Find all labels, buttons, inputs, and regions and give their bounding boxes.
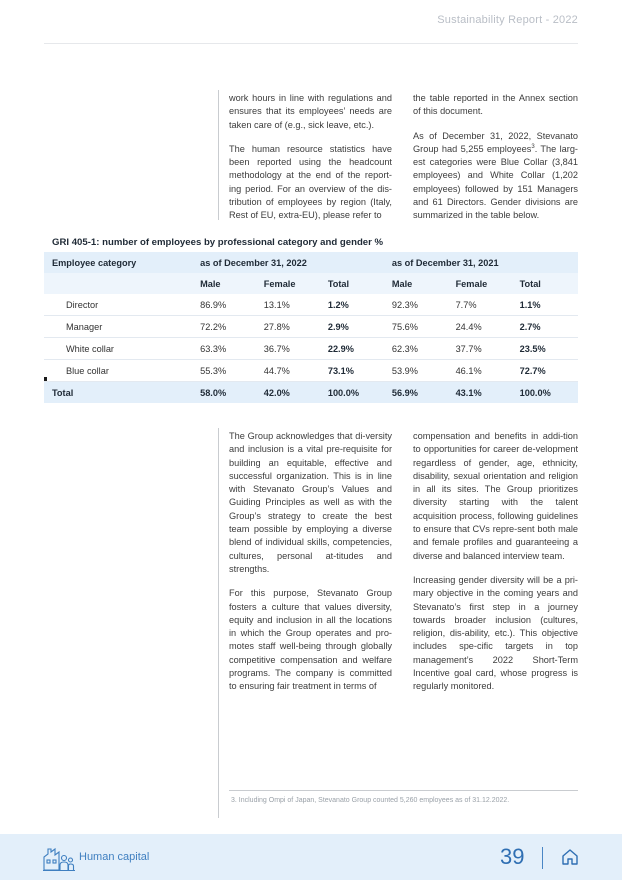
footnote: 3. Including Ompi of Japan, Stevanato Group counted 5,260 employees as of 31.12.2022. bbox=[231, 797, 510, 804]
table-row bbox=[44, 316, 578, 338]
page-number: 39 bbox=[500, 844, 525, 869]
cell: 92.3% bbox=[392, 294, 456, 316]
cell: 44.7% bbox=[264, 360, 328, 382]
cell: 62.3% bbox=[392, 338, 456, 360]
paragraph: The Group acknowledges that di-versity and inclusion is a vital pre-requisite for building an equitable, effective and successful organization. This is in line with Stevanato Group’s Values and Guiding Principles as well as with the Group’s strategy to create the best team possible by employing a diverse blend of individual skills, competencies, cultures, personal at-titudes and strengths. bbox=[229, 431, 392, 574]
col-header-2022: as of December 31, 2022 bbox=[200, 252, 392, 273]
text-column-right-bottom bbox=[413, 430, 578, 705]
row-label-total: Total bbox=[44, 382, 200, 404]
row-label: Manager bbox=[44, 316, 200, 338]
cell: 53.9% bbox=[392, 360, 456, 382]
cell-total: 2.9% bbox=[328, 316, 392, 338]
cell: 100.0% bbox=[520, 382, 578, 404]
cell: 36.7% bbox=[264, 338, 328, 360]
cell-total: 2.7% bbox=[520, 316, 578, 338]
table-header-row bbox=[44, 252, 578, 273]
paragraph: work hours in line with regulations and ensures that its employees’ needs are taken care of (e.g., sick leave, etc.). bbox=[229, 93, 392, 130]
cell: 75.6% bbox=[392, 316, 456, 338]
table-title: GRI 405-1: number of employees by professional category and gender % bbox=[52, 237, 384, 248]
table-row bbox=[44, 360, 578, 382]
cell-total: 72.7% bbox=[520, 360, 578, 382]
col-header-male-2022: Male bbox=[200, 273, 264, 294]
column-rule-top bbox=[218, 90, 219, 220]
text-column-left-bottom bbox=[229, 430, 392, 705]
cell-total: 73.1% bbox=[328, 360, 392, 382]
col-header-male-2021: Male bbox=[392, 273, 456, 294]
cell: 72.2% bbox=[200, 316, 264, 338]
cell: 63.3% bbox=[200, 338, 264, 360]
col-header-category: Employee category bbox=[44, 252, 200, 273]
footer-section-link[interactable]: Human capital bbox=[79, 851, 150, 863]
col-header-total-2022: Total bbox=[328, 273, 392, 294]
table-total-row bbox=[44, 382, 578, 404]
footnote-ref[interactable]: 3 bbox=[531, 143, 535, 150]
table-row bbox=[44, 338, 578, 360]
row-label: Director bbox=[44, 294, 200, 316]
table-row bbox=[44, 294, 578, 316]
cell: 24.4% bbox=[456, 316, 520, 338]
row-label: White collar bbox=[44, 338, 200, 360]
paragraph: Increasing gender diversity will be a pri-mary objective in the coming years and Stevanato’s first step in a journey towards broader inclusion (cultures, religion, dis-ability, etc.). This objective includes spe-cific targets in top management’s 2022 Short-Term Incentive goal card, whose progress is regularly monitored. bbox=[413, 574, 578, 692]
cell: 42.0% bbox=[264, 382, 328, 404]
employee-gender-table bbox=[44, 252, 578, 403]
header-title: Sustainability Report - 2022 bbox=[437, 14, 578, 26]
footnote-divider bbox=[229, 790, 578, 791]
text-column-left-top bbox=[229, 92, 392, 234]
header-divider bbox=[44, 43, 578, 44]
cell: 7.7% bbox=[456, 294, 520, 316]
paragraph: compensation and benefits in addi-tion to opportunities for career de-velopment regardless of gender, age, ethnicity, disability, sexual orientation and religion in all its sites. The Group prioritizes diversity starting with the talent acquisition process, following guidelines to ensure that CVs repre-sent both male and female profiles and guaranteeing a diverse and balanced interview team. bbox=[413, 431, 578, 561]
row-label: Blue collar bbox=[44, 360, 200, 382]
cell: 56.9% bbox=[392, 382, 456, 404]
cell-total: 22.9% bbox=[328, 338, 392, 360]
footer-divider bbox=[542, 847, 543, 869]
cell: 58.0% bbox=[200, 382, 264, 404]
col-header-2021: as of December 31, 2021 bbox=[392, 252, 578, 273]
cell: 43.1% bbox=[456, 382, 520, 404]
cell: 13.1% bbox=[264, 294, 328, 316]
cell: 27.8% bbox=[264, 316, 328, 338]
col-header-female-2021: Female bbox=[456, 273, 520, 294]
cell-total: 23.5% bbox=[520, 338, 578, 360]
home-icon[interactable] bbox=[561, 848, 579, 871]
paragraph: For this purpose, Stevanato Group fosters a culture that values diversity, equity and inclusion in all the locations in which the Group operates and pro-motes staff well-being through globally competitive compensation and welfare programs. The company is committed to ensuring fair treatment in terms of bbox=[229, 588, 392, 692]
table-subheader-row bbox=[44, 273, 578, 294]
cell: 100.0% bbox=[328, 382, 392, 404]
col-header-female-2022: Female bbox=[264, 273, 328, 294]
column-rule-bottom bbox=[218, 428, 219, 818]
cell: 86.9% bbox=[200, 294, 264, 316]
cell: 37.7% bbox=[456, 338, 520, 360]
text-column-right-top bbox=[413, 92, 578, 234]
paragraph: the table reported in the Annex section of this document. bbox=[413, 93, 578, 117]
cell-total: 1.1% bbox=[520, 294, 578, 316]
col-header-total-2021: Total bbox=[520, 273, 578, 294]
paragraph: As of December 31, 2022, Stevanato Group had 5,255 employees$^3$. The larg-est categories were Blue Collar (3,841 employees) and White Collar (1,202 employees) followed by 151 Managers and 61 Directors. Gender divisions are summarized in the table below. bbox=[413, 130, 578, 221]
paragraph: The human resource statistics have been reported using the headcount methodology at the end of the report-ing period. For an overview of the dis-tribution of employees by region (Italy, Rest of EU, extra-EU), please refer to bbox=[229, 143, 392, 221]
cell-total: 1.2% bbox=[328, 294, 392, 316]
cell: 55.3% bbox=[200, 360, 264, 382]
cell: 46.1% bbox=[456, 360, 520, 382]
human-capital-icon bbox=[43, 845, 75, 876]
